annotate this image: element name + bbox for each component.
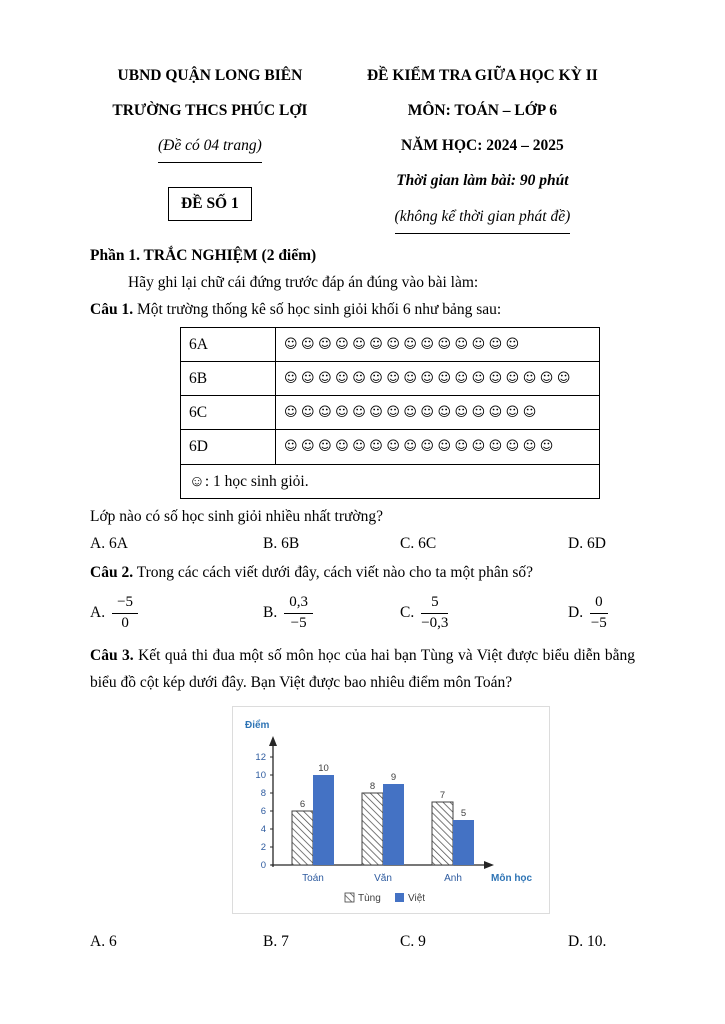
denominator: −0,3 — [421, 614, 449, 631]
question1-intro — [90, 296, 635, 323]
answer-option: C. 9 — [400, 933, 426, 951]
question3-label: Câu 3. — [90, 647, 134, 664]
question2-label: Câu 2. — [90, 563, 134, 581]
svg-text:9: 9 — [390, 772, 397, 784]
answer-option: D. 6D — [568, 534, 606, 552]
bar-viet-2 — [453, 820, 474, 865]
svg-text:2: 2 — [260, 842, 266, 854]
bar-tung-0 — [292, 811, 313, 865]
fraction-option — [263, 593, 400, 633]
smiley-table-body — [181, 328, 600, 499]
fraction — [112, 593, 138, 633]
answer-option: B. 6B — [263, 534, 300, 552]
exam-duration: Thời gian làm bài: 90 phút — [396, 172, 569, 190]
duration-note-wrap — [330, 203, 635, 234]
exam-title: ĐỀ KIỂM TRA GIỮA HỌC KỲ II — [366, 67, 598, 84]
numerator: −5 — [112, 593, 138, 614]
question1-text: Một trường thống kê số học sinh giỏi khối 6 như bảng sau: — [136, 300, 502, 318]
svg-text:7: 7 — [439, 790, 446, 802]
header-left — [90, 62, 330, 242]
question2-options — [90, 593, 635, 633]
svg-text:Văn: Văn — [374, 873, 392, 885]
smiley-cells: ☺☺☺☺☺☺☺☺☺☺☺☺☺☺ — [276, 328, 600, 362]
exam-header — [90, 62, 635, 242]
denominator: −5 — [590, 614, 607, 631]
question1-question: Lớp nào có số học sinh giỏi nhiều nhất trường? — [90, 507, 383, 525]
svg-text:Điểm: Điểm — [245, 720, 270, 732]
pages-note: (Đề có 04 trang) — [158, 132, 262, 163]
part1-instruction: Hãy ghi lại chữ cái đứng trước đáp án đúng vào bài làm: — [128, 273, 479, 291]
bar-tung-2 — [432, 802, 453, 865]
bar-viet-0 — [313, 775, 334, 865]
question3-text: Kết quả thi đua một số môn học của hai bạn Tùng và Việt được biểu diễn bằng biểu đồ cột kép dưới đây. Bạn Việt được bao nhiêu điểm môn Toán? — [90, 647, 636, 692]
smiley-cells: ☺☺☺☺☺☺☺☺☺☺☺☺☺☺☺☺ — [276, 430, 600, 464]
svg-text:Môn học: Môn học — [491, 873, 533, 885]
svg-text:Toán: Toán — [302, 873, 324, 885]
bar-viet-1 — [383, 784, 404, 865]
answer-option: A. 6 — [90, 933, 117, 951]
svg-text:6: 6 — [260, 806, 266, 818]
smiley-row — [181, 362, 600, 396]
exam-code-box — [168, 187, 252, 220]
fraction — [284, 593, 313, 633]
fraction-option — [568, 593, 635, 633]
answer-option: A. 6A — [90, 534, 128, 552]
question1-label: Câu 1. — [90, 300, 134, 318]
chart-frame — [232, 706, 550, 914]
smiley-cells: ☺☺☺☺☺☺☺☺☺☺☺☺☺☺☺ — [276, 396, 600, 430]
smiley-cells: ☺☺☺☺☺☺☺☺☺☺☺☺☺☺☺☺☺ — [276, 362, 600, 396]
numerator: 0 — [590, 593, 608, 614]
option-label: D. — [568, 604, 584, 622]
svg-text:12: 12 — [255, 752, 266, 764]
smiley-row — [181, 328, 600, 362]
smiley-legend-row — [181, 464, 600, 498]
numerator: 5 — [421, 593, 448, 614]
numerator: 0,3 — [284, 593, 313, 614]
fraction — [421, 593, 448, 633]
smiley-legend: ☺: 1 học sinh giỏi. — [181, 464, 600, 498]
answer-option: D. 10. — [568, 933, 607, 951]
answer-option: C. 6C — [400, 534, 437, 552]
school-name: TRƯỜNG THCS PHÚC LỢI — [112, 102, 308, 120]
class-label: 6A — [181, 328, 276, 362]
school-year: NĂM HỌC: 2024 – 2025 — [401, 137, 564, 155]
bar-tung-1 — [362, 793, 383, 865]
fraction — [590, 593, 608, 633]
answer-option: B. 7 — [263, 933, 289, 951]
double-bar-chart — [233, 713, 547, 913]
question3-intro — [90, 642, 635, 696]
svg-text:Tùng: Tùng — [358, 893, 381, 905]
svg-text:Anh: Anh — [444, 873, 462, 885]
option-label: C. — [400, 604, 415, 622]
org-name: UBND QUẬN LONG BIÊN — [117, 67, 303, 84]
question1-options — [90, 530, 635, 557]
smiley-row — [181, 430, 600, 464]
denominator: 0 — [121, 614, 129, 631]
svg-text:8: 8 — [260, 788, 266, 800]
option-label: B. — [263, 604, 278, 622]
svg-text:8: 8 — [369, 781, 376, 793]
smiley-row — [181, 396, 600, 430]
header-right — [330, 62, 635, 242]
exam-code: ĐỀ SỐ 1 — [181, 195, 239, 213]
svg-text:6: 6 — [299, 799, 306, 811]
svg-text:Việt: Việt — [408, 893, 426, 905]
question2-text: Trong các cách viết dưới đây, cách viết nào cho ta một phân số? — [136, 563, 534, 581]
svg-text:10: 10 — [318, 763, 329, 775]
class-label: 6B — [181, 362, 276, 396]
option-label: A. — [90, 604, 106, 622]
svg-text:0: 0 — [260, 860, 266, 872]
class-label: 6D — [181, 430, 276, 464]
pages-note-wrap — [90, 132, 330, 163]
part1-heading: Phần 1. TRẮC NGHIỆM (2 điểm) — [90, 246, 317, 264]
exam-subject: MÔN: TOÁN – LỚP 6 — [407, 102, 558, 120]
fraction-option — [90, 593, 263, 633]
duration-note: (không kể thời gian phát đề) — [395, 203, 571, 234]
svg-text:5: 5 — [460, 808, 467, 820]
question3-options — [90, 928, 635, 955]
class-label: 6C — [181, 396, 276, 430]
denominator: −5 — [290, 614, 307, 631]
fraction-option — [400, 593, 568, 633]
question2-intro — [90, 559, 635, 586]
svg-text:4: 4 — [260, 824, 266, 836]
svg-text:10: 10 — [255, 770, 266, 782]
smiley-table — [180, 327, 600, 499]
